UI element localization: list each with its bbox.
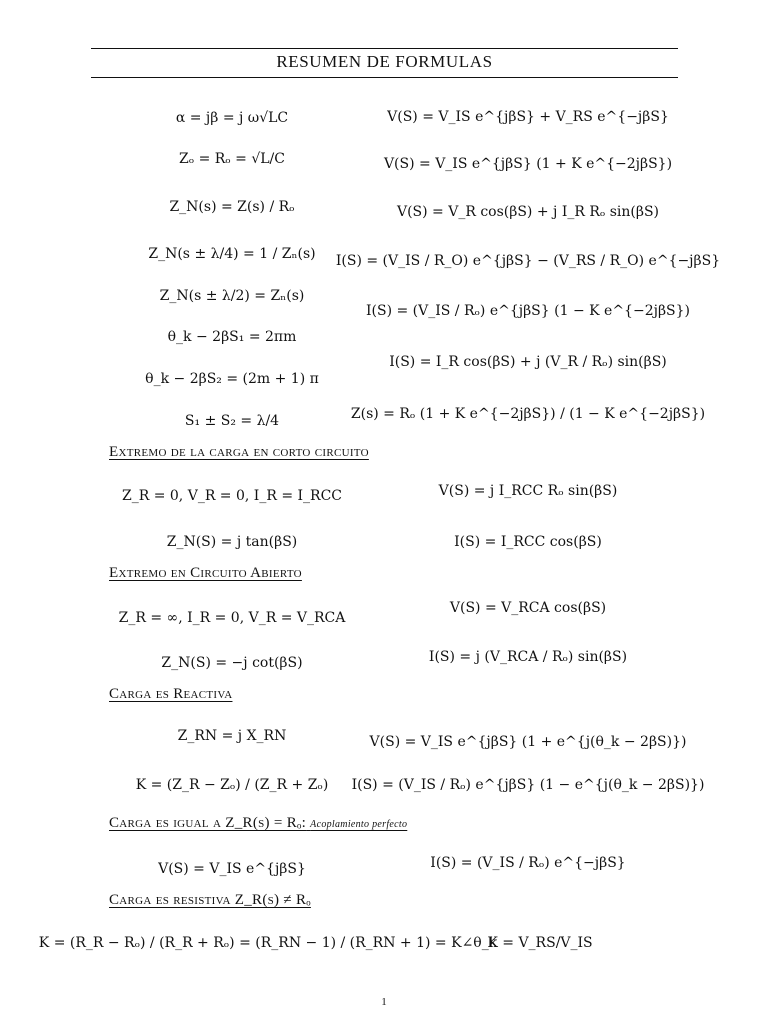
formula-z-s: Z(s) = Rₒ (1 + K e^{−2jβS}) / (1 − K e^{−2jβS})	[350, 406, 706, 422]
formula-rl-i: I(S) = (V_IS / Rₒ) e^{jβS} (1 − e^{j(θ_k − 2βS)})	[351, 777, 705, 793]
section-heading-short-circuit: Extremo de la carga en corto circuito	[109, 444, 369, 460]
formula-i-k: I(S) = (V_IS / Rₒ) e^{jβS} (1 − K e^{−2jβS})	[365, 303, 691, 319]
formula-v-general: V(S) = V_IS e^{jβS} + V_RS e^{−jβS}	[387, 109, 669, 125]
formula-rl-v: V(S) = V_IS e^{jβS} (1 + e^{j(θ_k − 2βS)})	[369, 734, 687, 750]
formula-zo: Zₒ = Rₒ = √L/C	[179, 151, 285, 167]
formula-s1-s2: S₁ ± S₂ = λ/4	[184, 413, 280, 429]
section-heading-reactive-load: Carga es Reactiva	[109, 686, 233, 702]
formula-theta-s1: θ_k − 2βS₁ = 2πm	[167, 329, 297, 345]
formula-ml-v: V(S) = V_IS e^{jβS}	[158, 861, 306, 877]
title-top-rule	[91, 48, 678, 49]
section-heading-open-circuit: Extremo en Circuito Abierto	[109, 565, 302, 581]
formula-rl-zrn: Z_RN = j X_RN	[177, 728, 287, 744]
title-bottom-rule	[91, 77, 678, 78]
formula-rs-k: K = (R_R − Rₒ) / (R_R + Rₒ) = (R_RN − 1) / (R_RN + 1) = K∠θ_k	[38, 935, 498, 951]
section-note-perfect-match: Acoplamiento perfecto	[310, 819, 408, 830]
formula-alpha: α = jβ = j ω√LC	[175, 110, 289, 126]
formula-sc-zn: Z_N(S) = j tan(βS)	[166, 534, 298, 550]
formula-rs-k-ratio: K = V_RS/V_IS	[487, 935, 593, 951]
section-heading-matched-load	[109, 815, 407, 832]
formula-ml-i: I(S) = (V_IS / Rₒ) e^{−jβS}	[430, 855, 626, 871]
page-title: RESUMEN DE FORMULAS	[276, 52, 493, 71]
formula-sc-conditions: Z_R = 0, V_R = 0, I_R = I_RCC	[122, 488, 342, 504]
formula-i-general: I(S) = (V_IS / R_O) e^{jβS} − (V_RS / R_O) e^{−jβS}	[335, 253, 721, 269]
formula-v-cos: V(S) = V_R cos(βS) + j I_R Rₒ sin(βS)	[396, 204, 660, 220]
formula-oc-v: V(S) = V_RCA cos(βS)	[449, 600, 607, 616]
formula-v-k: V(S) = V_IS e^{jβS} (1 + K e^{−2jβS})	[383, 156, 673, 172]
page-number: 1	[381, 996, 387, 1008]
formula-sc-i: I(S) = I_RCC cos(βS)	[454, 534, 602, 550]
formula-oc-i: I(S) = j (V_RCA / Rₒ) sin(βS)	[428, 649, 628, 665]
formula-oc-zn: Z_N(S) = −j cot(βS)	[161, 655, 303, 671]
formula-sc-v: V(S) = j I_RCC Rₒ sin(βS)	[438, 483, 618, 499]
formula-zn: Z_N(s) = Z(s) / Rₒ	[169, 199, 295, 215]
formula-zn-quarter: Z_N(s ± λ/4) = 1 / Zₙ(s)	[148, 246, 316, 262]
formula-theta-s2: θ_k − 2βS₂ = (2m + 1) π	[145, 371, 319, 387]
formula-rl-k: K = (Z_R − Zₒ) / (Z_R + Zₒ)	[135, 777, 329, 793]
section-heading-matched-load-text: Carga es igual a Z_R(s) = Rₒ:	[109, 815, 307, 831]
formula-oc-conditions: Z_R = ∞, I_R = 0, V_R = V_RCA	[118, 610, 346, 626]
formula-zn-half: Z_N(s ± λ/2) = Zₙ(s)	[159, 288, 305, 304]
formula-i-cos: I(S) = I_R cos(βS) + j (V_R / Rₒ) sin(βS)	[389, 354, 667, 370]
section-heading-resistive-load: Carga es resistiva Z_R(s) ≠ Rₒ	[109, 892, 311, 908]
